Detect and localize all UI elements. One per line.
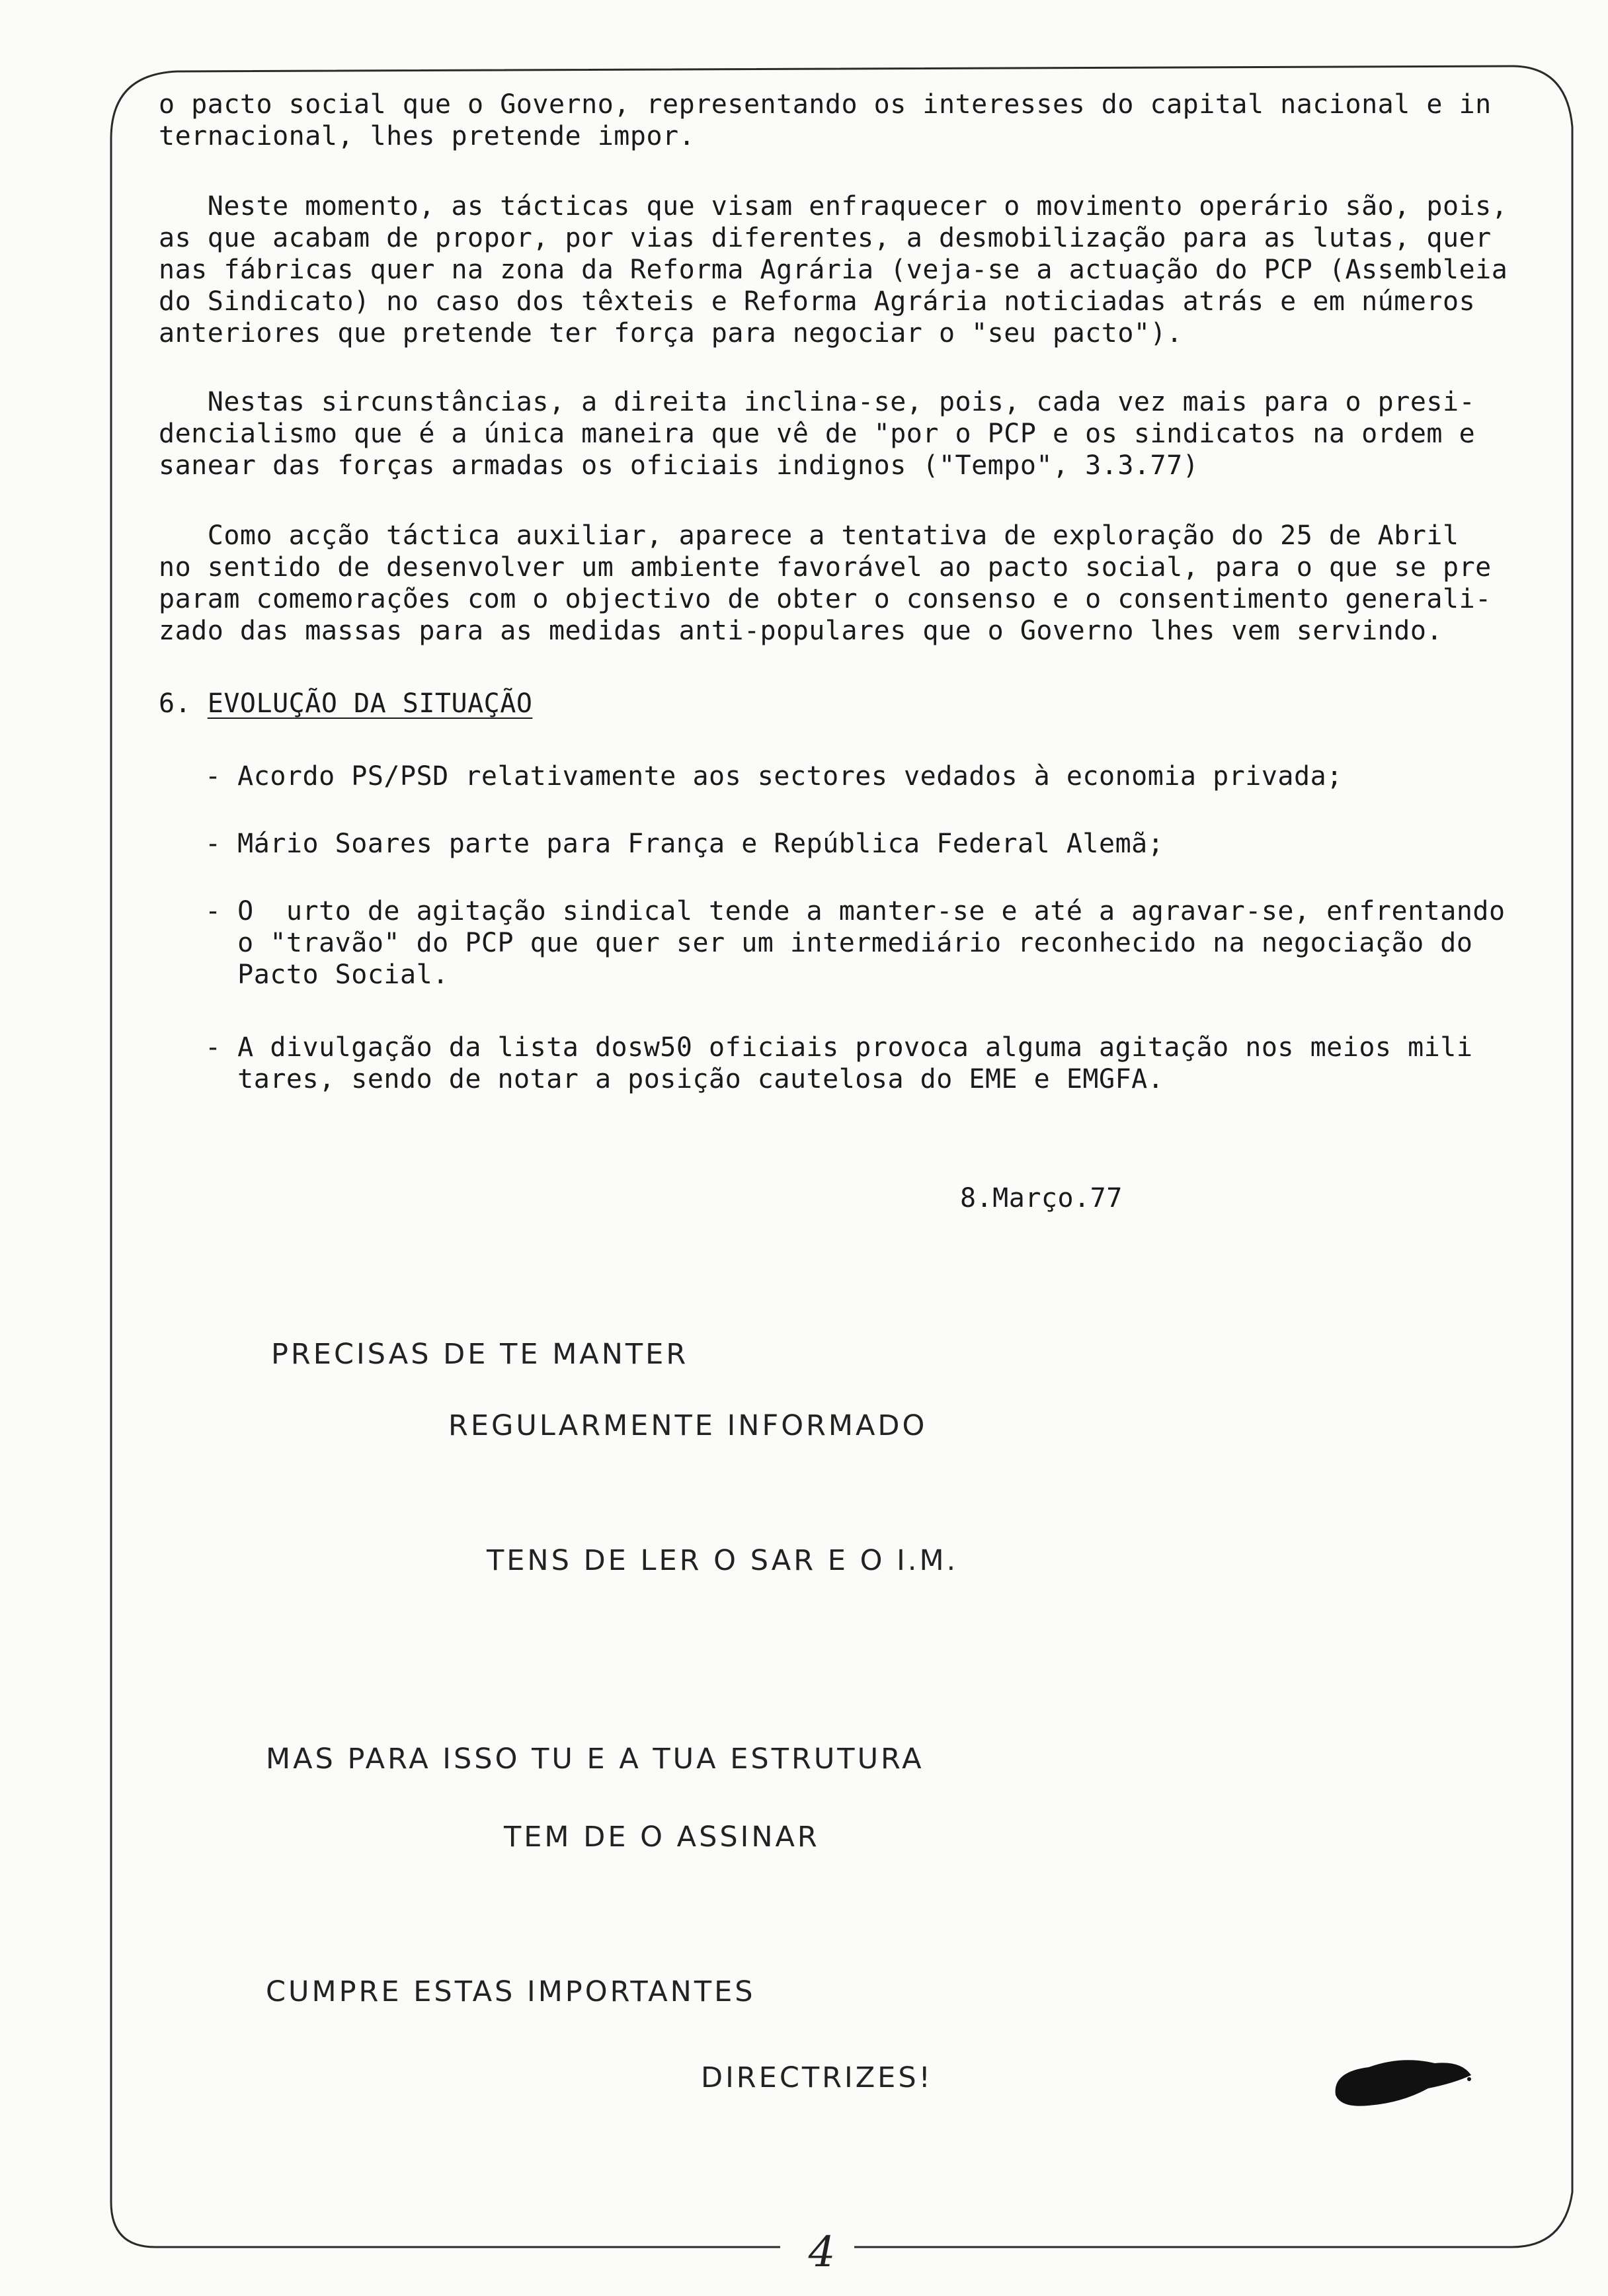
page-number: 4 <box>799 2227 845 2277</box>
document-date: 8.Março.77 <box>960 1183 1123 1213</box>
notice-line-2: REGULARMENTE INFORMADO <box>448 1409 928 1442</box>
paragraph-1: o pacto social que o Governo, representando os interesses do capital nacional e in ternacional, lhes pretende impor. <box>159 89 1492 151</box>
notice-line-7: DIRECTRIZES! <box>701 2061 933 2094</box>
bullet-item-1: - Acordo PS/PSD relativamente aos sectores vedados à economia privada; <box>205 761 1343 792</box>
paragraph-4: Como acção táctica auxiliar, aparece a tentativa de exploração do 25 de Abril no sentido de desenvolver um ambiente favorável ao pacto social, para o que se pre param comemorações com o objectivo de obter o consenso e o consentimento generali- zado das massas para as medidas anti-populares que o Governo lhes vem servindo. <box>159 520 1492 646</box>
notice-line-3: TENS DE LER O SAR E O I.M. <box>487 1544 959 1577</box>
bullet-item-3: - O urto de agitação sindical tende a manter-se e até a agravar-se, enfrentando o "travão" do PCP que quer ser um intermediário reconhecido na negociação do Pacto Social. <box>205 896 1506 990</box>
section-title: EVOLUÇÃO DA SITUAÇÃO <box>207 688 533 719</box>
paragraph-3: Nestas sircunstâncias, a direita inclina-se, pois, cada vez mais para o presi- dencialismo que é a única maneira que vê de "por o PCP e os sindicatos na ordem e sanear das forças armadas os oficiais indignos ("Tempo", 3.3.77) <box>159 387 1476 481</box>
bullet-item-2: - Mário Soares parte para França e República Federal Alemã; <box>205 829 1164 859</box>
section-number: 6. <box>159 688 192 719</box>
bullet-item-4: - A divulgação da lista dosw50 oficiais provoca alguma agitação nos meios mili tares, sendo de notar a posição cautelosa do EME e EMGFA. <box>205 1032 1473 1094</box>
notice-line-4: MAS PARA ISSO TU E A TUA ESTRUTURA <box>266 1742 924 1776</box>
notice-line-6: CUMPRE ESTAS IMPORTANTES <box>266 1975 756 2008</box>
notice-line-5: TEM DE O ASSINAR <box>504 1821 820 1854</box>
paragraph-2: Neste momento, as tácticas que visam enfraquecer o movimento operário são, pois, as que acabam de propor, por vias diferentes, a desmobilização para as lutas, quer nas fábricas quer na zona da Reforma Agrária (veja-se a actuação do PCP (Assembleia do Sindicato) no caso dos têxteis e Reforma Agrária noticiadas atrás e em números anteriores que pretende ter força para negociar o "seu pacto"). <box>159 191 1508 348</box>
notice-line-1: PRECISAS DE TE MANTER <box>271 1338 689 1371</box>
section-heading <box>159 688 532 719</box>
ink-blot <box>1329 2042 1474 2115</box>
